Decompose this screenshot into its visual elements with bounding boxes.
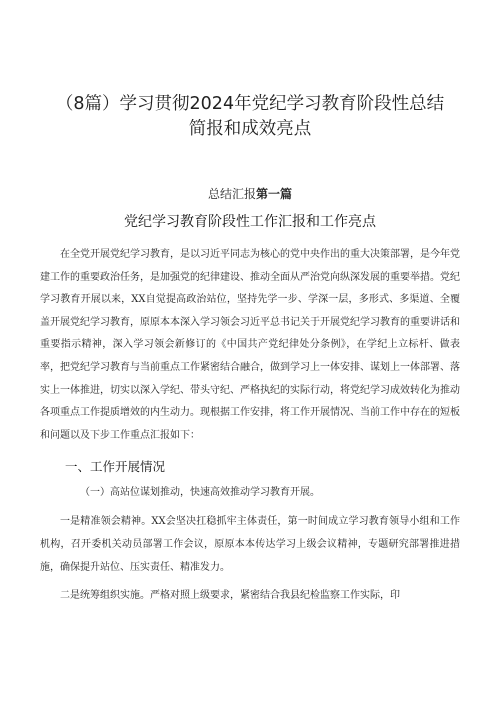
document-title-line1: （8篇）学习贯彻2024年党纪学习教育阶段性总结 bbox=[55, 94, 445, 114]
document-title-line2: 简报和成效亮点 bbox=[188, 119, 312, 139]
heading-level-2: （一）高站位谋划推动，快速高效推动学习教育开展。 bbox=[80, 487, 320, 499]
body-paragraph-1: 一是精准领会精神。XX会坚决扛稳抓牢主体责任，第一时间成立学习教育领导小组和工作机构，召开委机关动员部署工作会议，原原本本传达学习上级会议精神，专题研究部署推进措施，确保提升站位、压实责任、精准发力。 bbox=[40, 516, 460, 573]
section-label bbox=[40, 186, 460, 202]
section-title: 党纪学习教育阶段性工作汇报和工作亮点 bbox=[124, 214, 376, 230]
intro-paragraph: 在全党开展党纪学习教育，是以习近平同志为核心的党中央作出的重大决策部署，是今年党建工作的重要政治任务，是加强党的纪律建设、推动全面从严治党向纵深发展的重要举措。党纪学习教育开展以来，XX自觉提高政治站位，坚持先学一步、学深一层，多形式、多渠道、全覆盖开展党纪学习教育，原原本本深入学习领会习近平总书记关于开展党纪学习教育的重要讲话和重要指示精神，深入学习领会新修订的《中国共产党纪律处分条例》，在学纪上立标杆、做表率，把党纪学习教育与当前重点工作紧密结合融合，做到学习上一体安排、谋划上一体部署、落实上一体推进，切实以深入学纪、带头守纪、严格执纪的实际行动，将党纪学习成效转化为推动各项重点工作提质增效的内生动力。现根据工作安排，将工作开展情况、当前工作中存在的短板和问题以及下步工作重点汇报如下： bbox=[40, 249, 460, 441]
body-paragraph-2: 二是统筹组织实施。严格对照上级要求，紧密结合我县纪检监察工作实际，印 bbox=[60, 590, 400, 602]
document-title bbox=[40, 0, 460, 142]
heading-level-1: 一、工作开展情况 bbox=[65, 459, 166, 475]
section-label-prefix: 总结汇报 bbox=[207, 187, 256, 201]
section-label-number: 第一篇 bbox=[256, 187, 293, 201]
